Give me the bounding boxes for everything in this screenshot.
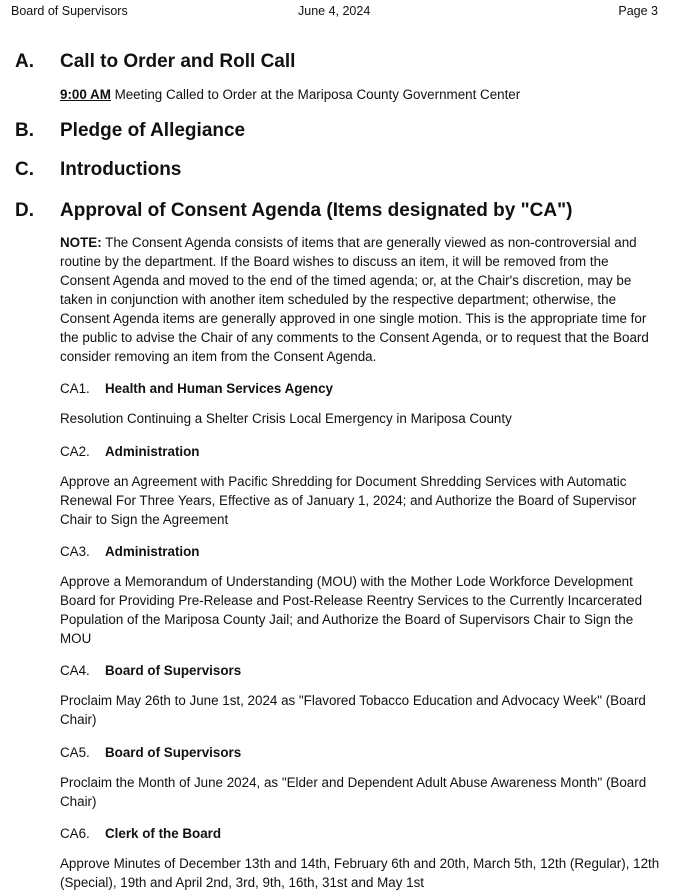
page-header [11, 2, 658, 20]
header-page-number: Page 3 [618, 4, 658, 18]
consent-item-5-description: Proclaim the Month of June 2024, as "Elder and Dependent Adult Abuse Awareness Month" (Board Chair) [60, 775, 647, 809]
consent-item-5-department: Board of Supervisors [105, 745, 242, 760]
call-to-order-line [60, 85, 660, 104]
consent-note-label: NOTE: [60, 235, 102, 250]
section-a-letter: A. [15, 51, 34, 72]
consent-item-6-header [60, 824, 221, 843]
consent-item-4-header [60, 661, 241, 680]
consent-item-4-department: Board of Supervisors [105, 663, 242, 678]
section-a-heading [15, 50, 295, 74]
call-to-order-text: Meeting Called to Order at the Mariposa County Government Center [110, 87, 521, 102]
consent-item-6-department: Clerk of the Board [105, 826, 222, 841]
consent-item-6-description: Approve Minutes of December 13th and 14th, February 6th and 20th, March 5th, 12th (Regular), 12th (Special), 19th and April 2nd, 3rd, 9th, 16th, 31st and May 1st [60, 856, 660, 890]
consent-item-4-description: Proclaim May 26th to June 1st, 2024 as "Flavored Tobacco Education and Advocacy Week" (Board Chair) [60, 693, 646, 727]
section-b-title: Pledge of Allegiance [60, 120, 246, 141]
consent-item-2-header [60, 442, 199, 461]
consent-agenda-note [60, 233, 660, 366]
section-d-letter: D. [15, 200, 34, 221]
consent-item-3-number: CA3. [60, 544, 90, 559]
header-meeting-date: June 4, 2024 [298, 4, 371, 18]
section-c-letter: C. [15, 159, 34, 180]
consent-item-4-number: CA4. [60, 663, 90, 678]
section-c-heading [15, 158, 181, 182]
consent-item-1-number: CA1. [60, 381, 90, 396]
consent-item-3-description: Approve a Memorandum of Understanding (MOU) with the Mother Lode Workforce Development Board for Providing Pre-Release and Post-Release Reentry Services to the Currently Incarcerated Population of the Mariposa County Jail; and Authorize the Board of Supervisors Chair to Sign the MOU [60, 574, 643, 646]
call-to-order-time: 9:00 AM [60, 87, 111, 102]
consent-item-2-description: Approve an Agreement with Pacific Shredding for Document Shredding Services with Automatic Renewal For Three Years, Effective as of January 1, 2024; and Authorize the Board of Supervisor Chair to Sign the Agreement [60, 474, 637, 527]
section-d-title: Approval of Consent Agenda (Items designated by "CA") [60, 200, 573, 221]
consent-item-3-header [60, 542, 199, 561]
consent-item-2-number: CA2. [60, 444, 90, 459]
consent-item-1-department: Health and Human Services Agency [105, 381, 333, 396]
consent-note-text: The Consent Agenda consists of items that are generally viewed as non-controversial and routine by the department. If the Board wishes to discuss an item, it will be removed from the Consent Agenda and moved to the end of the timed agenda; or, at the Chair's discretion, may be taken in conjunction with another item scheduled by the respective department; otherwise, the Consent Agenda items are generally approved in one single motion. This is the appropriate time for the public to advise the Chair of any comments to the Consent Agenda, or to request that the Board consider removing an item from the Consent Agenda. [60, 235, 649, 364]
section-b-letter: B. [15, 120, 34, 141]
consent-item-5-number: CA5. [60, 745, 90, 760]
consent-item-2-department: Administration [105, 444, 200, 459]
section-b-heading [15, 119, 245, 143]
section-a-title: Call to Order and Roll Call [60, 51, 296, 72]
header-body-name: Board of Supervisors [11, 4, 128, 18]
consent-item-1-header [60, 379, 333, 398]
consent-item-6-number: CA6. [60, 826, 90, 841]
section-d-heading [15, 199, 572, 223]
consent-item-5-header [60, 743, 241, 762]
section-c-title: Introductions [60, 159, 182, 180]
consent-item-3-department: Administration [105, 544, 200, 559]
consent-item-1-description: Resolution Continuing a Shelter Crisis Local Emergency in Mariposa County [60, 411, 512, 426]
